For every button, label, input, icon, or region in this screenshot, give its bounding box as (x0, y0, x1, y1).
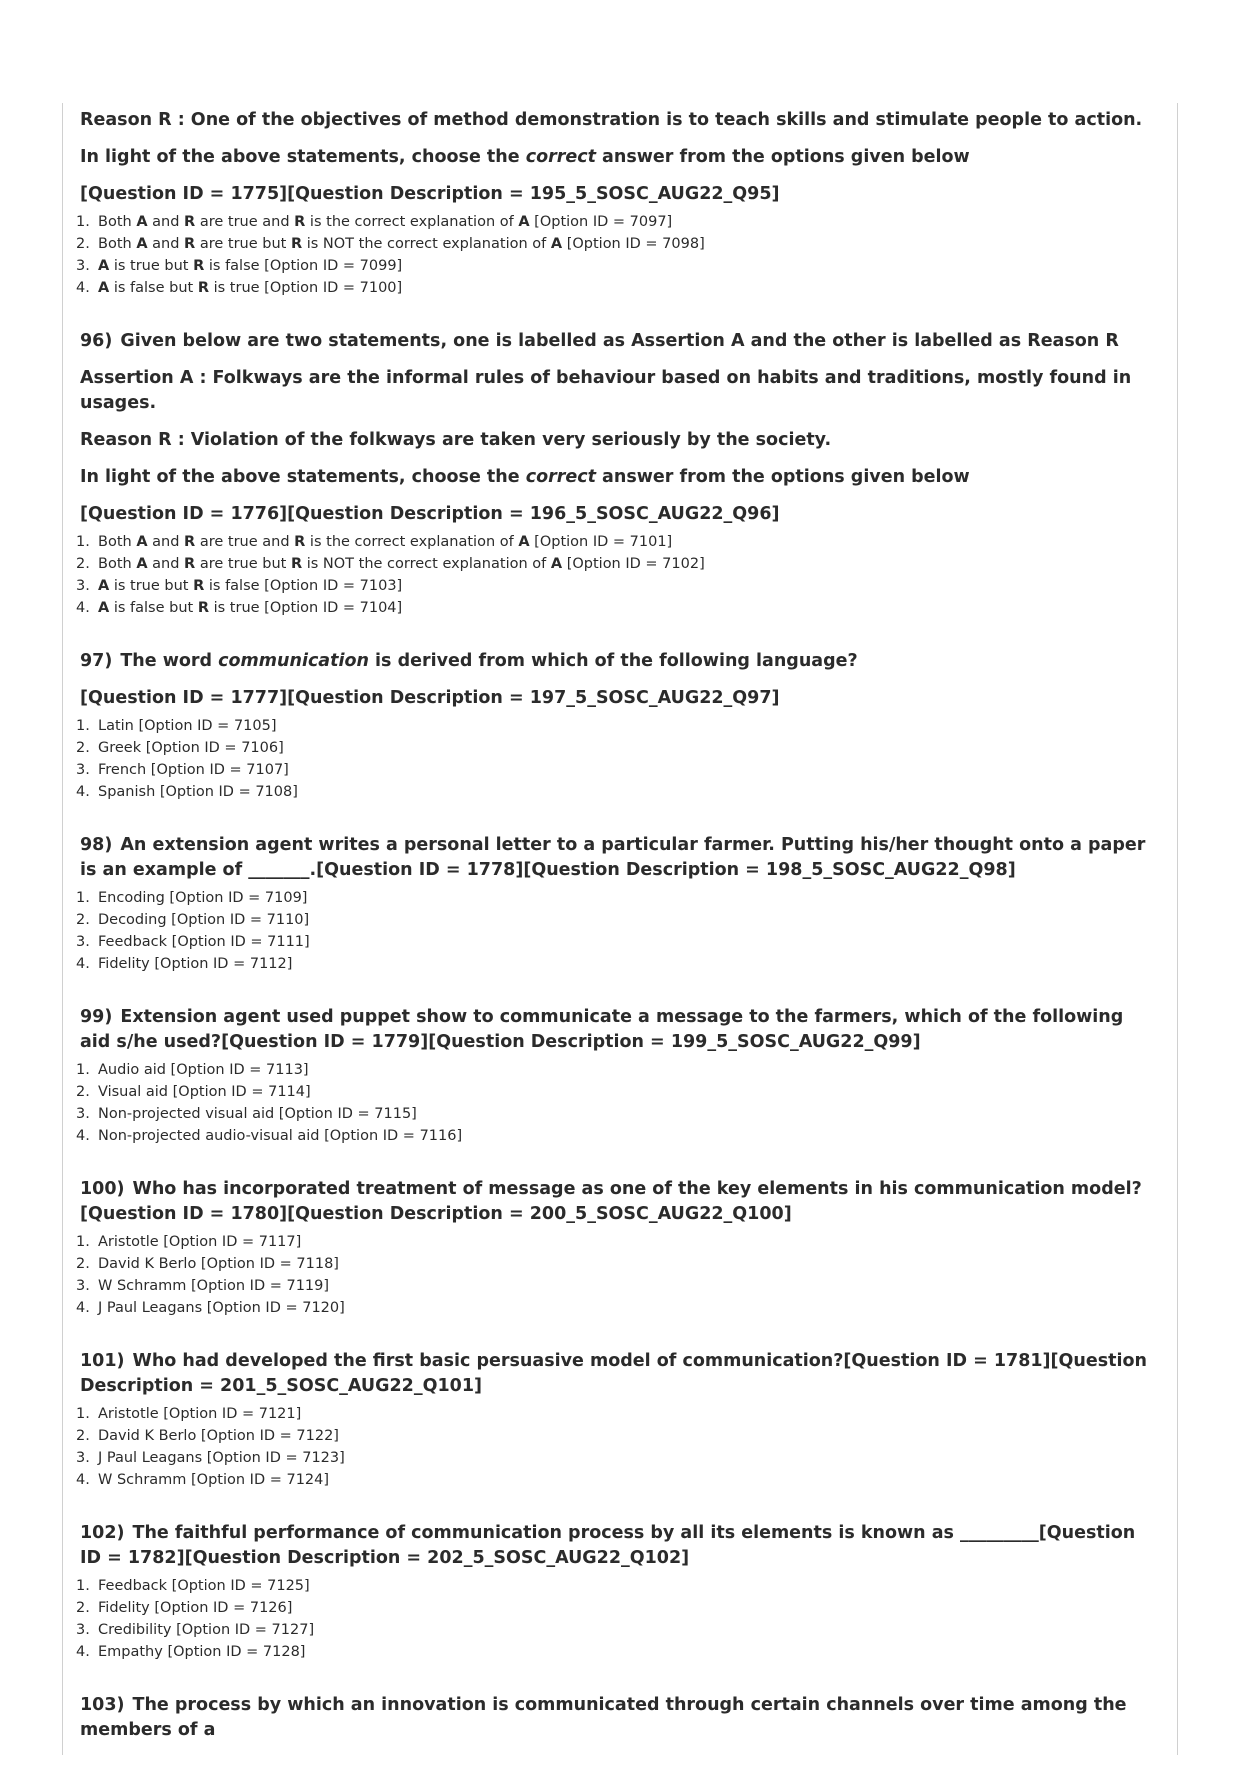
option-item (62, 781, 1172, 803)
option-text: Both (98, 556, 137, 572)
option-text: Both (98, 236, 137, 252)
option-text: Both (98, 534, 137, 550)
question-stem (62, 1177, 1172, 1227)
option-text: Spanish [Option ID = 7108] (98, 784, 298, 800)
option-number: 3. (76, 762, 90, 778)
options-list (62, 715, 1172, 803)
reason-statement (62, 108, 1172, 133)
question-stem (62, 1521, 1172, 1571)
instruction-pre: In light of the above statements, choose the (80, 467, 526, 487)
option-item (62, 1619, 1172, 1641)
option-item (62, 575, 1172, 597)
option-text: is false but (109, 600, 198, 616)
option-item (62, 277, 1172, 299)
option-number: 1. (76, 1062, 90, 1078)
option-text: Feedback [Option ID = 7125] (98, 1578, 310, 1594)
question-number: 101) (80, 1351, 125, 1371)
question-number: 102) (80, 1523, 125, 1543)
option-keyword: A (136, 556, 148, 572)
option-number: 4. (76, 600, 90, 616)
option-keyword: R (294, 534, 306, 550)
option-text: Encoding [Option ID = 7109] (98, 890, 308, 906)
option-number: 1. (76, 1406, 90, 1422)
instruction-pre: In light of the above statements, choose the (80, 147, 526, 167)
option-text: Aristotle [Option ID = 7121] (98, 1406, 302, 1422)
instruction-emphasis: correct (525, 147, 596, 167)
question-id: [Question ID = 1776][Question Description = 196_5_SOSC_AUG22_Q96] (80, 504, 780, 524)
option-text: [Option ID = 7097] (529, 214, 673, 230)
option-keyword: A (550, 556, 563, 572)
options-list (62, 1059, 1172, 1147)
option-text: and (147, 214, 185, 230)
question-95 (62, 108, 1172, 299)
option-item (62, 553, 1172, 575)
option-number: 2. (76, 1256, 90, 1272)
option-text: Audio aid [Option ID = 7113] (98, 1062, 309, 1078)
option-keyword: R (184, 534, 196, 550)
option-keyword: A (136, 236, 148, 252)
question-text-post: is derived from which of the following language? (368, 651, 858, 671)
option-item (62, 1597, 1172, 1619)
question-number: 96) (80, 331, 113, 351)
option-keyword: A (136, 214, 148, 230)
option-keyword: R (290, 556, 303, 572)
option-text: are true and (195, 534, 295, 550)
option-keyword: R (197, 600, 209, 616)
option-item (62, 909, 1172, 931)
question-number: 97) (80, 651, 113, 671)
option-text: Non-projected visual aid [Option ID = 7115] (98, 1106, 417, 1122)
option-text: W Schramm [Option ID = 7119] (98, 1278, 330, 1294)
question-text: Extension agent used puppet show to communicate a message to the farmers, which of the following aid s/he used?[Question ID = 1779][Question Description = 199_5_SOSC_AUG22_Q99] (80, 1007, 1124, 1052)
option-number: 3. (76, 934, 90, 950)
option-keyword: A (550, 236, 563, 252)
question-number: 100) (80, 1179, 125, 1199)
option-item (62, 1447, 1172, 1469)
option-keyword: A (98, 600, 110, 616)
option-number: 3. (76, 1106, 90, 1122)
reason-label: Reason R : (80, 110, 185, 130)
question-stem (62, 1693, 1172, 1743)
option-text: and (147, 534, 185, 550)
option-item (62, 1081, 1172, 1103)
option-number: 3. (76, 1278, 90, 1294)
options-list (62, 1575, 1172, 1663)
option-item (62, 737, 1172, 759)
option-item (62, 1403, 1172, 1425)
option-number: 2. (76, 1428, 90, 1444)
option-item (62, 597, 1172, 619)
option-number: 3. (76, 1622, 90, 1638)
question-99 (62, 1005, 1172, 1147)
option-number: 2. (76, 1600, 90, 1616)
question-stem (62, 1349, 1172, 1399)
option-text: Greek [Option ID = 7106] (98, 740, 284, 756)
question-text: Given below are two statements, one is labelled as Assertion A and the other is labelled as Reason R (120, 331, 1119, 351)
option-item (62, 1641, 1172, 1663)
option-text: Latin [Option ID = 7105] (98, 718, 277, 734)
option-text: J Paul Leagans [Option ID = 7123] (98, 1450, 345, 1466)
option-keyword: A (98, 258, 110, 274)
option-keyword: A (98, 578, 110, 594)
option-item (62, 1297, 1172, 1319)
question-100 (62, 1177, 1172, 1319)
option-item (62, 1231, 1172, 1253)
question-stem (62, 649, 1172, 674)
option-number: 1. (76, 1578, 90, 1594)
option-item (62, 211, 1172, 233)
option-text: is false [Option ID = 7099] (204, 258, 403, 274)
option-item (62, 931, 1172, 953)
question-text: The process by which an innovation is communicated through certain channels over time among the members of a (80, 1695, 1127, 1740)
option-keyword: R (193, 578, 205, 594)
reason-statement: Reason R : Violation of the folkways are taken very seriously by the society. (80, 430, 832, 450)
question-text: The faithful performance of communication process by all its elements is known as _________[Question ID = 1782][Question Description = 202_5_SOSC_AUG22_Q102] (80, 1523, 1136, 1568)
option-item (62, 887, 1172, 909)
option-item (62, 233, 1172, 255)
option-number: 1. (76, 1234, 90, 1250)
option-text: [Option ID = 7102] (562, 556, 705, 572)
question-stem (62, 833, 1172, 883)
option-number: 2. (76, 740, 90, 756)
options-list (62, 887, 1172, 975)
option-text: Non-projected audio-visual aid [Option ID = 7116] (98, 1128, 463, 1144)
option-item (62, 1275, 1172, 1297)
option-item (62, 1253, 1172, 1275)
question-text: An extension agent writes a personal letter to a particular farmer. Putting his/her thought onto a paper is an example of _______.[Question ID = 1778][Question Description = 198_5_SOSC_AUG22_Q98] (80, 835, 1146, 880)
option-number: 4. (76, 1300, 90, 1316)
option-text: is the correct explanation of (305, 214, 519, 230)
option-keyword: R (294, 214, 306, 230)
option-text: [Option ID = 7098] (562, 236, 705, 252)
option-keyword: A (518, 534, 530, 550)
option-keyword: R (193, 258, 205, 274)
option-number: 3. (76, 1450, 90, 1466)
option-keyword: A (518, 214, 530, 230)
option-text: is the correct explanation of (305, 534, 519, 550)
option-item (62, 1125, 1172, 1147)
instruction-emphasis: correct (525, 467, 596, 487)
option-keyword: A (98, 280, 110, 296)
question-text-pre: The word (120, 651, 219, 671)
option-item (62, 1469, 1172, 1491)
instruction-post: answer from the options given below (595, 147, 970, 167)
option-text: Empathy [Option ID = 7128] (98, 1644, 306, 1660)
option-item (62, 1103, 1172, 1125)
question-102 (62, 1521, 1172, 1663)
question-97 (62, 649, 1172, 803)
option-number: 2. (76, 556, 90, 572)
question-list (62, 108, 1172, 1773)
option-number: 1. (76, 718, 90, 734)
assertion-statement: Assertion A : Folkways are the informal rules of behaviour based on habits and traditions, mostly found in usages. (80, 368, 1132, 413)
option-text: is false but (109, 280, 198, 296)
option-keyword: R (184, 214, 196, 230)
option-text: Visual aid [Option ID = 7114] (98, 1084, 311, 1100)
option-text: and (147, 556, 185, 572)
question-number: 103) (80, 1695, 125, 1715)
option-text: is true but (109, 258, 194, 274)
option-keyword: A (136, 534, 148, 550)
options-list (62, 531, 1172, 619)
option-number: 1. (76, 534, 90, 550)
option-text: is NOT the correct explanation of (302, 556, 551, 572)
option-number: 3. (76, 258, 90, 274)
question-id: [Question ID = 1777][Question Description = 197_5_SOSC_AUG22_Q97] (80, 688, 780, 708)
option-text: [Option ID = 7101] (529, 534, 673, 550)
option-item (62, 531, 1172, 553)
option-text: W Schramm [Option ID = 7124] (98, 1472, 330, 1488)
options-list (62, 211, 1172, 299)
option-item (62, 715, 1172, 737)
question-text: Who has incorporated treatment of message as one of the key elements in his communication model?[Question ID = 1780][Question Description = 200_5_SOSC_AUG22_Q100] (80, 1179, 1142, 1224)
question-text-emphasis: communication (218, 651, 369, 671)
option-keyword: R (184, 236, 196, 252)
option-text: David K Berlo [Option ID = 7122] (98, 1428, 339, 1444)
option-text: is true [Option ID = 7100] (209, 280, 403, 296)
option-number: 4. (76, 784, 90, 800)
option-text: Fidelity [Option ID = 7126] (98, 1600, 293, 1616)
option-text: Fidelity [Option ID = 7112] (98, 956, 293, 972)
option-text: are true and (195, 214, 295, 230)
option-text: David K Berlo [Option ID = 7118] (98, 1256, 339, 1272)
options-list (62, 1403, 1172, 1491)
option-number: 2. (76, 236, 90, 252)
option-text: Both (98, 214, 137, 230)
option-keyword: R (197, 280, 209, 296)
option-number: 4. (76, 1128, 90, 1144)
question-number: 98) (80, 835, 113, 855)
option-number: 2. (76, 1084, 90, 1100)
option-text: and (147, 236, 185, 252)
option-text: is NOT the correct explanation of (302, 236, 551, 252)
option-number: 1. (76, 890, 90, 906)
option-text: Aristotle [Option ID = 7117] (98, 1234, 302, 1250)
option-number: 4. (76, 956, 90, 972)
question-96 (62, 329, 1172, 619)
option-text: Feedback [Option ID = 7111] (98, 934, 310, 950)
question-98 (62, 833, 1172, 975)
option-item (62, 1059, 1172, 1081)
question-id: [Question ID = 1775][Question Description = 195_5_SOSC_AUG22_Q95] (80, 184, 780, 204)
options-list (62, 1231, 1172, 1319)
option-text: is false [Option ID = 7103] (204, 578, 403, 594)
option-text: J Paul Leagans [Option ID = 7120] (98, 1300, 345, 1316)
option-keyword: R (290, 236, 303, 252)
option-text: is true [Option ID = 7104] (209, 600, 403, 616)
instruction-post: answer from the options given below (595, 467, 970, 487)
option-item (62, 255, 1172, 277)
question-text: Who had developed the first basic persuasive model of communication?[Question ID = 1781][Question Description = 201_5_SOSC_AUG22_Q101] (80, 1351, 1148, 1396)
reason-text: One of the objectives of method demonstration is to teach skills and stimulate people to action. (184, 110, 1143, 130)
option-text: is true but (109, 578, 194, 594)
option-number: 2. (76, 912, 90, 928)
option-keyword: R (184, 556, 196, 572)
option-text: are true but (195, 556, 291, 572)
question-103 (62, 1693, 1172, 1743)
option-text: French [Option ID = 7107] (98, 762, 289, 778)
option-text: are true but (195, 236, 291, 252)
option-number: 4. (76, 1472, 90, 1488)
option-number: 4. (76, 280, 90, 296)
question-stem (62, 1005, 1172, 1055)
option-number: 3. (76, 578, 90, 594)
instruction (62, 465, 1172, 490)
option-number: 4. (76, 1644, 90, 1660)
option-text: Credibility [Option ID = 7127] (98, 1622, 315, 1638)
question-stem (62, 329, 1172, 354)
option-item (62, 1425, 1172, 1447)
option-item (62, 759, 1172, 781)
option-number: 1. (76, 214, 90, 230)
question-101 (62, 1349, 1172, 1491)
instruction (62, 145, 1172, 170)
question-number: 99) (80, 1007, 113, 1027)
option-text: Decoding [Option ID = 7110] (98, 912, 310, 928)
option-item (62, 953, 1172, 975)
option-item (62, 1575, 1172, 1597)
